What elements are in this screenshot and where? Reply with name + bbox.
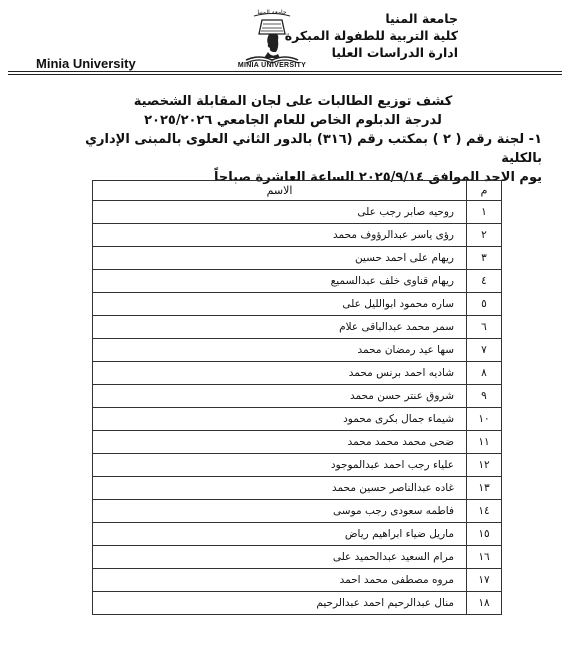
row-number: ١٥ [467, 523, 502, 546]
logo-arabic-text: جامعة المنيا [257, 9, 287, 16]
header-name: الاسم [93, 181, 467, 201]
row-number: ١٤ [467, 500, 502, 523]
student-name: علياء رجب احمد عبدالموجود [93, 454, 467, 477]
student-name: شاديه احمد برنس محمد [93, 362, 467, 385]
table-row [93, 454, 502, 477]
row-number: ١٨ [467, 592, 502, 615]
header-rule-top [8, 71, 562, 72]
row-number: ٣ [467, 247, 502, 270]
date-line: يوم الاحد الموافق ٢٠٢٥/٩/١٤ الساعة العاشرة صباحاً [214, 170, 542, 185]
row-number: ١٣ [467, 477, 502, 500]
student-name: غاده عبدالناصر حسين محمد [93, 477, 467, 500]
student-name: منال عبدالرحيم احمد عبدالرحيم [93, 592, 467, 615]
header-rule-bottom [8, 74, 562, 75]
faculty-name-ar: كلية التربية للطفولة المبكرة [284, 28, 458, 43]
student-name: فاطمه سعودى رجب موسى [93, 500, 467, 523]
table-row [93, 201, 502, 224]
row-number: ١١ [467, 431, 502, 454]
student-name: سها عيد رمضان محمد [93, 339, 467, 362]
table-row [93, 247, 502, 270]
table-row [93, 523, 502, 546]
table-row [93, 592, 502, 615]
student-name: روحيه صابر رجب على [93, 201, 467, 224]
table-header-row [93, 181, 502, 201]
university-name-en: Minia University [36, 56, 136, 71]
row-number: ٨ [467, 362, 502, 385]
table-row [93, 431, 502, 454]
student-name: شيماء جمال بكرى محمود [93, 408, 467, 431]
student-name: مرام السعيد عبدالحميد على [93, 546, 467, 569]
row-number: ١٠ [467, 408, 502, 431]
table-row [93, 293, 502, 316]
table-row [93, 339, 502, 362]
student-name: سمر محمد عبدالباقى علام [93, 316, 467, 339]
student-name: ضحى محمد محمد محمد [93, 431, 467, 454]
title-line-2: لدرجة الدبلوم الخاص للعام الجامعي ٢٠٢٥/٢٠٢٦ [144, 113, 442, 128]
student-name: شروق عنتر حسن محمد [93, 385, 467, 408]
department-name-ar: ادارة الدراسات العليا [331, 45, 458, 60]
student-name: ماريل ضياء ابراهيم رياض [93, 523, 467, 546]
student-name: ريهام قناوى خلف عبدالسميع [93, 270, 467, 293]
title-line-1: كشف توزيع الطالبات على لجان المقابلة الشخصية [133, 94, 453, 109]
table-row [93, 316, 502, 339]
table-row [93, 477, 502, 500]
students-table [92, 180, 502, 615]
row-number: ٤ [467, 270, 502, 293]
table-row [93, 362, 502, 385]
table-row [93, 546, 502, 569]
row-number: ٦ [467, 316, 502, 339]
committee-line: ١- لجنة رقم ( ٢ ) بمكتب رقم (٣١٦) بالدور الثاني العلوى بالمبنى الإداري بالكلية [85, 132, 542, 166]
row-number: ١٢ [467, 454, 502, 477]
logo-caption: MINIA UNIVERSITY [237, 62, 307, 69]
row-number: ١٧ [467, 569, 502, 592]
student-name: مروه مصطفى محمد احمد [93, 569, 467, 592]
table-row [93, 569, 502, 592]
table-row [93, 500, 502, 523]
table-row [93, 270, 502, 293]
row-number: ١٦ [467, 546, 502, 569]
university-name-ar: جامعة المنيا [385, 11, 458, 26]
student-name: ريهام على احمد حسين [93, 247, 467, 270]
table-row [93, 224, 502, 247]
student-name: رؤى ياسر عبدالرؤوف محمد [93, 224, 467, 247]
row-number: ٢ [467, 224, 502, 247]
document-titles [40, 92, 546, 187]
row-number: ٥ [467, 293, 502, 316]
table-row [93, 408, 502, 431]
row-number: ٩ [467, 385, 502, 408]
row-number: ١ [467, 201, 502, 224]
row-number: ٧ [467, 339, 502, 362]
student-name: ساره محمود ابوالليل على [93, 293, 467, 316]
header-number: م [467, 181, 502, 201]
table-row [93, 385, 502, 408]
nefertiti-emblem-icon [232, 10, 312, 64]
